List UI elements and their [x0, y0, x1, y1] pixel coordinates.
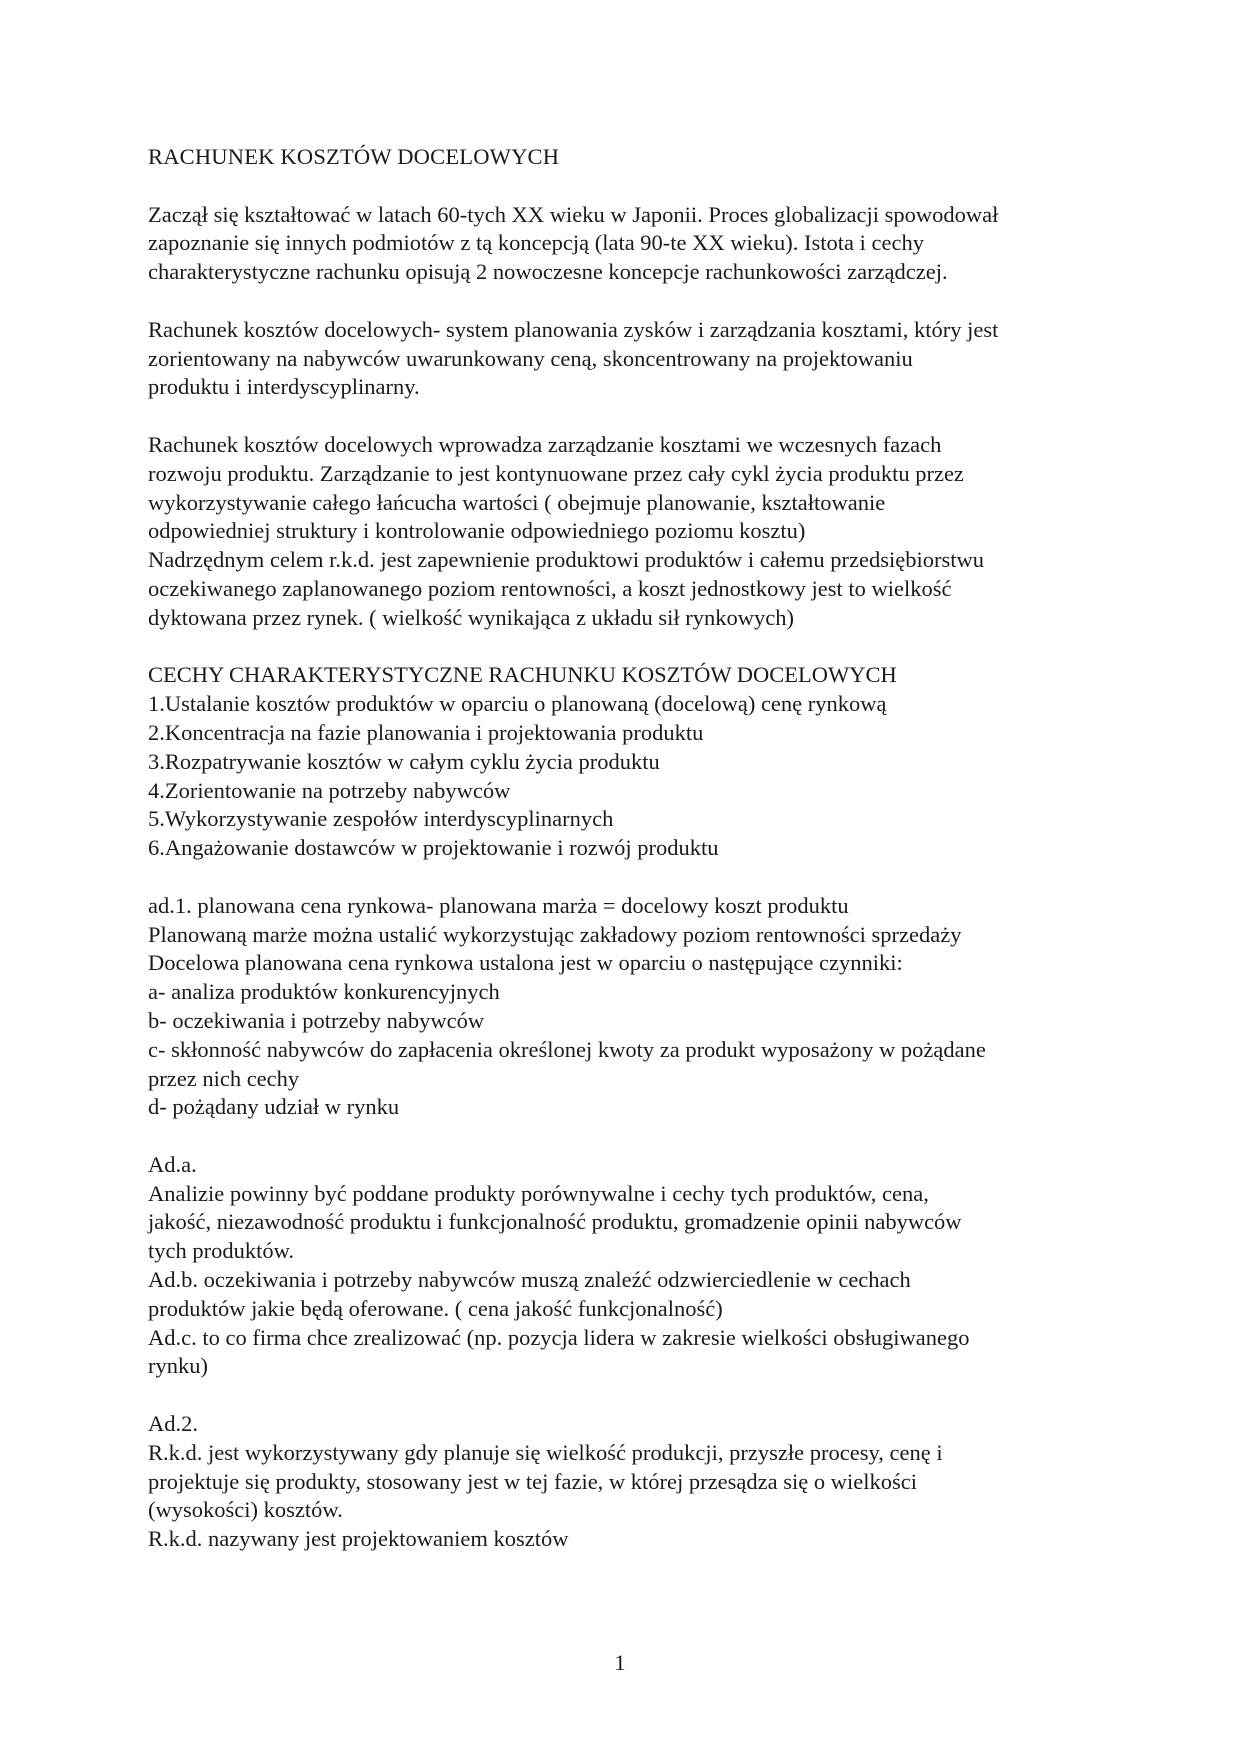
text-line: produktów jakie będą oferowane. ( cena jakość funkcjonalność): [148, 1295, 723, 1321]
section-ada: [148, 1151, 1108, 1381]
text-line: Analizie powinny być poddane produkty porównywalne i cechy tych produktów, cena,: [148, 1180, 929, 1206]
paragraph-gap: [148, 1381, 1108, 1410]
text-line: dyktowana przez rynek. ( wielkość wynikająca z układu sił rynkowych): [148, 604, 795, 630]
list-item: 2.Koncentracja na fazie planowania i projektowania produktu: [148, 719, 704, 745]
text-line: d- pożądany udział w rynku: [148, 1094, 400, 1120]
text-line: charakterystyczne rachunku opisują 2 nowoczesne koncepcje rachunkowości zarządczej.: [148, 259, 948, 285]
text-line: rynku): [148, 1353, 208, 1379]
text-line: c- skłonność nabywców do zapłacenia określonej kwoty za produkt wyposażony w pożądane: [148, 1036, 986, 1062]
text-line: ad.1. planowana cena rynkowa- planowana marża = docelowy koszt produktu: [148, 892, 849, 918]
paragraph-gap: [148, 633, 1108, 662]
document-title: RACHUNEK KOSZTÓW DOCELOWYCH: [148, 144, 560, 169]
text-line: Ad.c. to co firma chce zrealizować (np. pozycja lidera w zakresie wielkości obsługiwanego: [148, 1324, 970, 1350]
paragraph-gap: [148, 172, 1108, 201]
page-number: 1: [614, 1650, 626, 1675]
list-item: 4.Zorientowanie na potrzeby nabywców: [148, 777, 511, 803]
text-line: b- oczekiwania i potrzeby nabywców: [148, 1007, 485, 1033]
text-line: R.k.d. jest wykorzystywany gdy planuje się wielkość produkcji, przyszłe procesy, cenę i: [148, 1439, 943, 1465]
text-line: (wysokości) kosztów.: [148, 1497, 343, 1523]
text-line: zapoznanie się innych podmiotów z tą koncepcją (lata 90-te XX wieku). Istota i cechy: [148, 230, 924, 256]
section-ad1: [148, 892, 1108, 1122]
paragraph-gap: [148, 1122, 1108, 1151]
text-line: jakość, niezawodność produktu i funkcjonalność produktu, gromadzenie opinii nabywców: [148, 1209, 962, 1235]
document-page: [148, 143, 1108, 1554]
text-line: produktu i interdyscyplinarny.: [148, 374, 420, 400]
list-item: 3.Rozpatrywanie kosztów w całym cyklu życia produktu: [148, 748, 660, 774]
text-line: oczekiwanego zaplanowanego poziom rentowności, a koszt jednostkowy jest to wielkość: [148, 575, 952, 601]
text-line: przez nich cechy: [148, 1065, 300, 1091]
section-heading: CECHY CHARAKTERYSTYCZNE RACHUNKU KOSZTÓW DOCELOWYCH: [148, 662, 897, 688]
text-line: Docelowa planowana cena rynkowa ustalona jest w oparciu o następujące czynniki:: [148, 950, 903, 976]
text-line: Nadrzędnym celem r.k.d. jest zapewnienie produktowi produktów i całemu przedsiębiorstwu: [148, 547, 985, 573]
paragraph-gap: [148, 402, 1108, 431]
features-section: [148, 661, 1108, 863]
text-line: Ad.b. oczekiwania i potrzeby nabywców muszą znaleźć odzwierciedlenie w cechach: [148, 1267, 911, 1293]
paragraph-gap: [148, 863, 1108, 892]
text-line: Ad.2.: [148, 1411, 198, 1437]
text-line: rozwoju produktu. Zarządzanie to jest kontynuowane przez cały cykl życia produktu przez: [148, 460, 964, 486]
text-line: Rachunek kosztów docelowych wprowadza zarządzanie kosztami we wczesnych fazach: [148, 431, 942, 457]
text-line: odpowiedniej struktury i kontrolowanie odpowiedniego poziomu kosztu): [148, 518, 806, 544]
text-line: R.k.d. nazywany jest projektowaniem kosztów: [148, 1526, 569, 1552]
text-line: projektuje się produkty, stosowany jest w tej fazie, w której przesądza się o wielkości: [148, 1468, 917, 1494]
text-line: Ad.a.: [148, 1151, 197, 1177]
text-line: a- analiza produktów konkurencyjnych: [148, 979, 500, 1005]
section-ad2: [148, 1410, 1108, 1554]
paragraph-origin: [148, 201, 1108, 287]
text-line: zorientowany na nabywców uwarunkowany ceną, skoncentrowany na projektowaniu: [148, 345, 913, 371]
list-item: 1.Ustalanie kosztów produktów w oparciu o planowaną (docelową) cenę rynkową: [148, 691, 887, 717]
text-line: Planowaną marże można ustalić wykorzystując zakładowy poziom rentowności sprzedaży: [148, 921, 962, 947]
text-line: Zaczął się kształtować w latach 60-tych XX wieku w Japonii. Proces globalizacji spowodował: [148, 201, 999, 227]
text-line: Rachunek kosztów docelowych- system planowania zysków i zarządzania kosztami, który jest: [148, 316, 999, 342]
text-line: wykorzystywanie całego łańcucha wartości ( obejmuje planowanie, kształtowanie: [148, 489, 886, 515]
text-line: tych produktów.: [148, 1238, 295, 1264]
paragraph-definition: [148, 316, 1108, 402]
list-item: 6.Angażowanie dostawców w projektowanie i rozwój produktu: [148, 835, 719, 861]
list-item: 5.Wykorzystywanie zespołów interdyscyplinarnych: [148, 806, 614, 832]
paragraph-gap: [148, 287, 1108, 316]
paragraph-cost-management: [148, 431, 1108, 633]
